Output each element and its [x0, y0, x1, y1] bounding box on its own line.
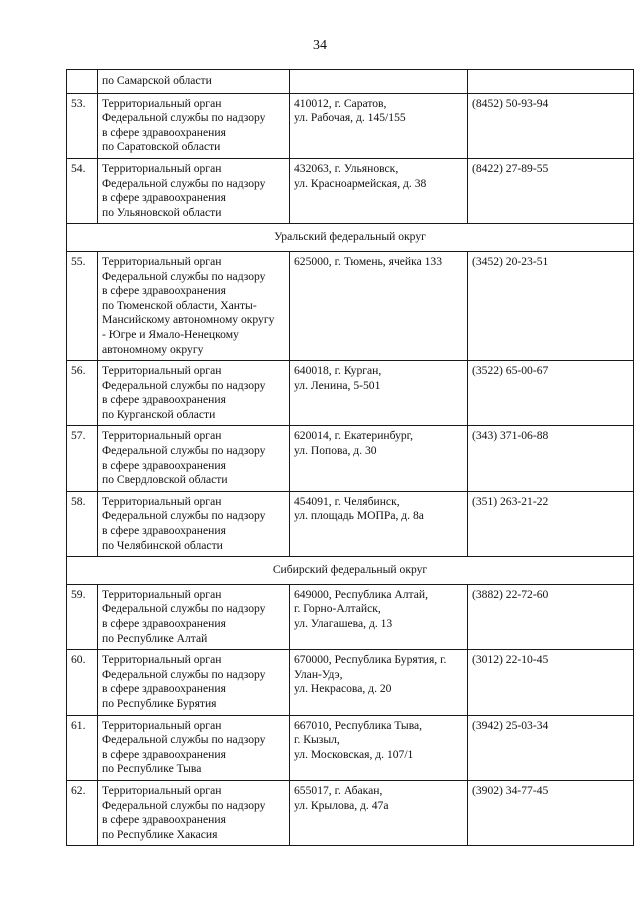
organization-name-line: по Республике Хакасия	[102, 827, 218, 841]
organization-name-line: Федеральной службы по надзору	[102, 111, 266, 125]
organization-name	[98, 426, 290, 491]
organization-name-line: по Республике Алтай	[102, 631, 208, 645]
organization-phone: (343) 371-06-88	[468, 426, 634, 491]
table-row	[67, 70, 634, 94]
table-row	[67, 426, 634, 491]
organization-phone: (8422) 27-89-55	[468, 158, 634, 223]
row-number	[67, 70, 98, 94]
organization-name	[98, 650, 290, 715]
organization-address-line: ул. Московская, д. 107/1	[294, 747, 414, 761]
organization-address-line: г. Горно-Алтайск,	[294, 602, 381, 616]
organization-name-line: Территориальный орган	[102, 718, 222, 732]
table-row	[67, 361, 634, 426]
organization-name-line: - Югре и Ямало-Ненецкому	[102, 327, 239, 341]
organization-address-line: ул. Рабочая, д. 145/155	[294, 111, 406, 125]
organization-name-line: по Челябинской области	[102, 538, 223, 552]
organization-address-line: 432063, г. Ульяновск,	[294, 161, 399, 175]
table-row	[67, 584, 634, 649]
table-row	[67, 780, 634, 845]
federal-district-title: Уральский федеральный округ	[67, 224, 634, 252]
organization-name-line: Федеральной службы по надзору	[102, 602, 266, 616]
organization-name-line: Федеральной службы по надзору	[102, 667, 266, 681]
organization-address-line: 410012, г. Саратов,	[294, 96, 387, 110]
organization-name-line: Территориальный орган	[102, 494, 222, 508]
organization-name-line: по Свердловской области	[102, 473, 228, 487]
organization-phone: (3452) 20-23-51	[468, 251, 634, 360]
organization-address	[290, 426, 468, 491]
organization-name-line: в сфере здравоохранения	[102, 284, 226, 298]
organization-name-line: в сфере здравоохранения	[102, 393, 226, 407]
organization-phone: (351) 263-21-22	[468, 491, 634, 556]
table-row	[67, 715, 634, 780]
row-number: 57.	[67, 426, 98, 491]
organization-name-line: по Тюменской области, Ханты-	[102, 298, 257, 312]
row-number: 56.	[67, 361, 98, 426]
organization-name-line: по Самарской области	[102, 74, 212, 87]
organization-address	[290, 158, 468, 223]
registry-table	[66, 69, 634, 846]
section-header-row	[67, 557, 634, 585]
organization-name-line: в сфере здравоохранения	[102, 125, 226, 139]
organization-address	[290, 650, 468, 715]
organization-name	[98, 780, 290, 845]
organization-name-line: Федеральной службы по надзору	[102, 733, 266, 747]
section-header-row	[67, 224, 634, 252]
organization-phone: (3522) 65-00-67	[468, 361, 634, 426]
organization-phone: (3882) 22-72-60	[468, 584, 634, 649]
organization-address-line: г. Кызыл,	[294, 733, 340, 747]
organization-address	[290, 584, 468, 649]
organization-name-line: Федеральной службы по надзору	[102, 269, 266, 283]
organization-name	[98, 158, 290, 223]
federal-district-title: Сибирский федеральный округ	[67, 557, 634, 585]
organization-name-line: Федеральной службы по надзору	[102, 378, 266, 392]
row-number: 61.	[67, 715, 98, 780]
organization-name	[98, 584, 290, 649]
organization-address-line: 454091, г. Челябинск,	[294, 494, 400, 508]
organization-name-line: в сфере здравоохранения	[102, 191, 226, 205]
organization-address	[290, 491, 468, 556]
organization-address-line: ул. Некрасова, д. 20	[294, 682, 392, 696]
table-row	[67, 251, 634, 360]
organization-name-line: в сфере здравоохранения	[102, 682, 226, 696]
organization-address-line: ул. Красноармейская, д. 38	[294, 176, 427, 190]
organization-name	[98, 251, 290, 360]
organization-name-line: Территориальный орган	[102, 429, 222, 443]
registry-table-body	[67, 70, 634, 846]
organization-name-line: Федеральной службы по надзору	[102, 176, 266, 190]
organization-name-line: по Курганской области	[102, 407, 216, 421]
organization-address-line: 649000, Республика Алтай,	[294, 587, 429, 601]
organization-name-line: Территориальный орган	[102, 254, 222, 268]
organization-address	[290, 361, 468, 426]
organization-name	[98, 361, 290, 426]
organization-name-line: по Республике Тыва	[102, 762, 202, 776]
organization-address	[290, 70, 468, 94]
row-number: 60.	[67, 650, 98, 715]
row-number: 54.	[67, 158, 98, 223]
organization-address	[290, 715, 468, 780]
organization-name-line: в сфере здравоохранения	[102, 747, 226, 761]
organization-address-line: 667010, Республика Тыва,	[294, 718, 423, 732]
organization-name-line: Территориальный орган	[102, 161, 222, 175]
organization-phone	[468, 70, 634, 94]
organization-name-line: по Ульяновской области	[102, 205, 222, 219]
row-number: 53.	[67, 93, 98, 158]
organization-name-line: Территориальный орган	[102, 783, 222, 797]
organization-phone: (3012) 22-10-45	[468, 650, 634, 715]
organization-phone: (3902) 34-77-45	[468, 780, 634, 845]
organization-name	[98, 491, 290, 556]
organization-name-line: Территориальный орган	[102, 653, 222, 667]
organization-address-line: ул. Крылова, д. 47а	[294, 798, 389, 812]
organization-name-line: по Саратовской области	[102, 140, 221, 154]
organization-phone: (3942) 25-03-34	[468, 715, 634, 780]
page-number: 34	[313, 38, 327, 53]
organization-name-line: Территориальный орган	[102, 587, 222, 601]
organization-name-line: Федеральной службы по надзору	[102, 798, 266, 812]
organization-name-line: в сфере здравоохранения	[102, 813, 226, 827]
table-row	[67, 650, 634, 715]
organization-address-line: 625000, г. Тюмень, ячейка 133	[294, 254, 443, 268]
table-row	[67, 491, 634, 556]
row-number: 58.	[67, 491, 98, 556]
organization-address-line: 670000, Республика Бурятия, г.	[294, 653, 447, 667]
row-number: 55.	[67, 251, 98, 360]
organization-address-line: ул. Попова, д. 30	[294, 444, 377, 458]
organization-name-line: по Республике Бурятия	[102, 696, 217, 710]
organization-name-line: Федеральной службы по надзору	[102, 509, 266, 523]
organization-name-line: в сфере здравоохранения	[102, 524, 226, 538]
organization-address	[290, 93, 468, 158]
organization-address-line: Улан-Удэ,	[294, 667, 343, 681]
organization-name-line: автономному округу	[102, 342, 204, 356]
organization-address	[290, 780, 468, 845]
organization-address	[290, 251, 468, 360]
organization-address-line: ул. площадь МОПРа, д. 8а	[294, 509, 424, 523]
row-number: 62.	[67, 780, 98, 845]
organization-address-line: ул. Улагашева, д. 13	[294, 617, 393, 630]
table-row	[67, 93, 634, 158]
organization-address-line: 620014, г. Екатеринбург,	[294, 429, 414, 443]
organization-phone: (8452) 50-93-94	[468, 93, 634, 158]
organization-name-line: в сфере здравоохранения	[102, 617, 226, 630]
organization-name	[98, 70, 290, 94]
organization-address-line: 640018, г. Курган,	[294, 364, 382, 378]
organization-address-line: 655017, г. Абакан,	[294, 783, 383, 797]
organization-name-line: Территориальный орган	[102, 96, 222, 110]
organization-name	[98, 715, 290, 780]
organization-address-line: ул. Ленина, 5-501	[294, 378, 381, 392]
organization-name-line: Территориальный орган	[102, 364, 222, 378]
organization-name-line: в сфере здравоохранения	[102, 458, 226, 472]
organization-name-line: Мансийскому автономному округу	[102, 313, 275, 327]
organization-name	[98, 93, 290, 158]
table-row	[67, 158, 634, 223]
row-number: 59.	[67, 584, 98, 649]
organization-name-line: Федеральной службы по надзору	[102, 444, 266, 458]
